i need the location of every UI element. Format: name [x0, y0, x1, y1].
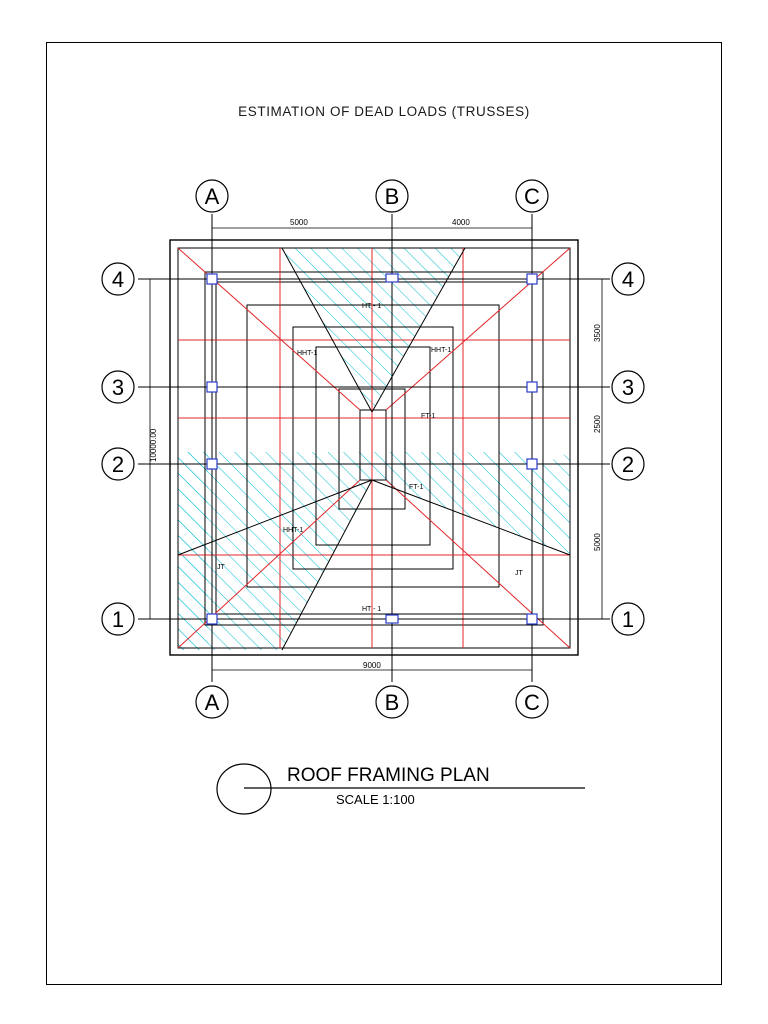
- grid-bubble-3-right: [612, 371, 644, 403]
- svg-text:B: B: [384, 184, 400, 209]
- member-label: HHT-1: [283, 527, 304, 534]
- column-marker: [527, 274, 537, 284]
- grid-bubble-C-top: [516, 180, 548, 212]
- grid-bubble-A-top: [196, 180, 228, 212]
- dim-right-3: 5000: [593, 533, 602, 551]
- svg-text:A: A: [204, 184, 220, 209]
- grid-bubble-1-right: [612, 603, 644, 635]
- svg-text:A: A: [204, 690, 220, 715]
- member-label: JT: [515, 570, 523, 577]
- grid-bubble-B-bottom: [376, 686, 408, 718]
- dim-bottom: 9000: [363, 661, 381, 670]
- grid-bubble-B-top: [376, 180, 408, 212]
- column-marker: [207, 274, 217, 284]
- column-marker: [527, 459, 537, 469]
- grid-bubble-2-right: [612, 448, 644, 480]
- dim-left: 10000.00: [149, 428, 158, 462]
- dim-top-left: 5000: [290, 218, 308, 227]
- title-bubble: [217, 764, 271, 814]
- column-marker: [386, 615, 398, 623]
- svg-text:4: 4: [111, 267, 125, 292]
- column-marker: [207, 382, 217, 392]
- member-label: HT - 1: [362, 606, 382, 613]
- svg-text:3: 3: [111, 375, 125, 400]
- column-marker: [386, 274, 398, 282]
- member-label: JT: [217, 564, 225, 571]
- svg-text:C: C: [524, 184, 540, 209]
- plan-scale: SCALE 1:100: [336, 792, 415, 807]
- column-marker: [527, 614, 537, 624]
- member-label: FT-1: [421, 413, 436, 420]
- page-title: ESTIMATION OF DEAD LOADS (TRUSSES): [238, 104, 530, 119]
- svg-text:4: 4: [621, 267, 635, 292]
- svg-text:C: C: [524, 690, 540, 715]
- svg-text:3: 3: [621, 375, 635, 400]
- column-marker: [207, 614, 217, 624]
- grid-bubble-4-left: [102, 263, 134, 295]
- grid-bubble-2-left: [102, 448, 134, 480]
- member-label: FT-1: [409, 484, 424, 491]
- title-block: [217, 764, 585, 814]
- column-marker: [207, 459, 217, 469]
- svg-text:2: 2: [111, 452, 125, 477]
- svg-text:1: 1: [111, 607, 125, 632]
- grid-bubble-A-bottom: [196, 686, 228, 718]
- grid-bubble-1-left: [102, 603, 134, 635]
- grid-bubble-3-left: [102, 371, 134, 403]
- plan-title: ROOF FRAMING PLAN: [287, 765, 490, 786]
- svg-text:B: B: [384, 690, 400, 715]
- svg-text:2: 2: [621, 452, 635, 477]
- member-label: HT - 1: [362, 303, 382, 310]
- dim-top-right: 4000: [452, 218, 470, 227]
- dim-right-2: 2500: [593, 415, 602, 433]
- svg-text:1: 1: [621, 607, 635, 632]
- member-label: HHT-1: [431, 347, 452, 354]
- grid-bubble-4-right: [612, 263, 644, 295]
- grid-bubble-C-bottom: [516, 686, 548, 718]
- dim-right-1: 3500: [593, 324, 602, 342]
- member-label: HHT-1: [297, 350, 318, 357]
- column-marker: [527, 382, 537, 392]
